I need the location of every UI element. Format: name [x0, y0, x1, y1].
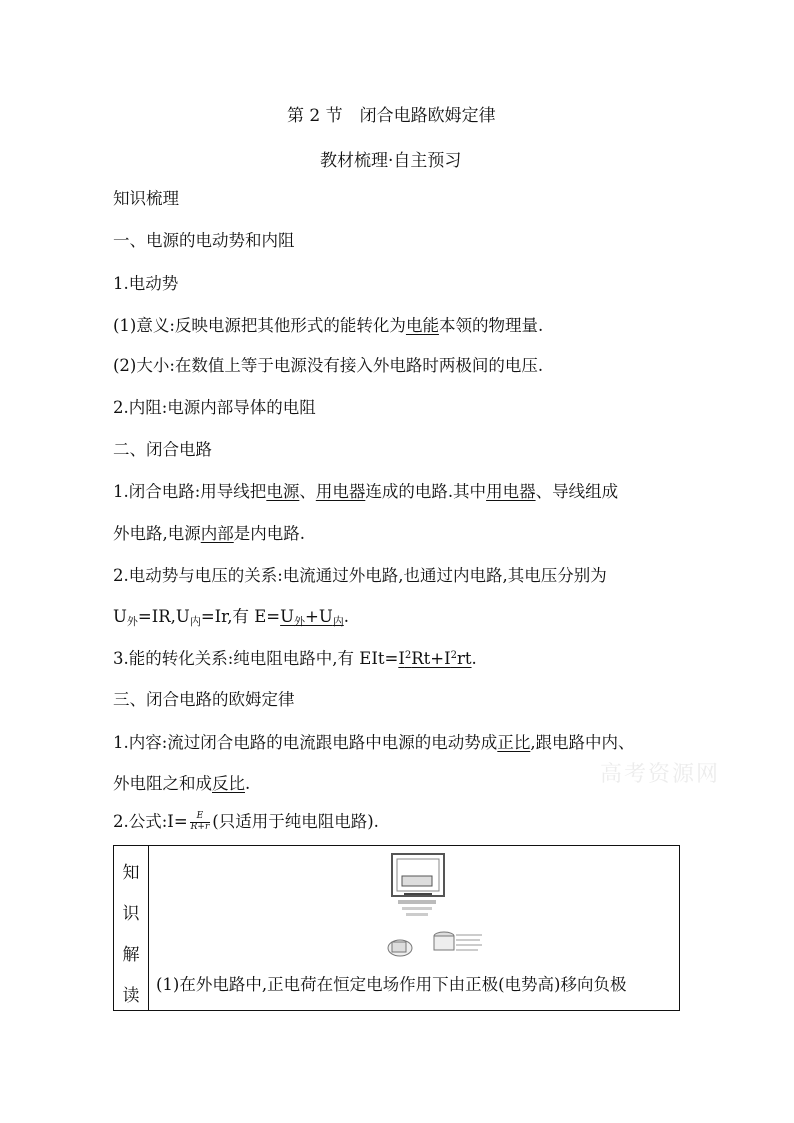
text: 外电路,电源: [113, 524, 201, 543]
item-emf: 1.电动势: [113, 274, 179, 293]
table-side-label: [114, 846, 149, 1010]
superscript: 2: [404, 650, 412, 661]
text: 外电阻之和成: [113, 774, 212, 793]
text: .: [471, 649, 477, 668]
emf-size: (2)大小:在数值上等于电源没有接入外电路时两极间的电压.: [113, 356, 544, 375]
emf-meaning-text: (1)意义:反映电源把其他形式的能转化为: [113, 316, 406, 335]
page-title: 第 2 节 闭合电路欧姆定律: [287, 106, 496, 126]
circuit-diagram: [342, 850, 492, 968]
section-label: 知识梳理: [113, 189, 179, 208]
text: 3.能的转化关系:纯电阻电路中,有 EIt=: [113, 649, 399, 668]
side-char: 解: [122, 945, 140, 965]
subscript: 内: [332, 615, 344, 628]
item-internal-resistance: 2.内阻:电源内部导体的电阻: [113, 398, 316, 417]
text: =IR,U: [137, 607, 190, 626]
denominator: R+r: [190, 821, 210, 832]
answer-appliance: 用电器: [315, 482, 366, 501]
answer-appliance-2: 用电器: [486, 482, 536, 501]
side-char: 读: [122, 986, 140, 1006]
heading-part1: 一、电源的电动势和内阻: [113, 231, 295, 250]
text: .: [245, 774, 251, 793]
watermark: 高考资源网: [600, 762, 721, 787]
answer-inverse: 反比: [212, 774, 245, 793]
text: .: [343, 607, 349, 626]
answer-voltage-sum: [280, 607, 344, 626]
text: 、导线组成: [535, 482, 619, 501]
emf-meaning: [113, 318, 543, 335]
text: Rt+I: [411, 649, 451, 668]
text: 、: [299, 482, 316, 501]
text: (只适用于纯电阻电路).: [212, 811, 379, 831]
heading-part3: 三、闭合电路的欧姆定律: [113, 690, 295, 709]
numerator: E: [190, 812, 211, 823]
side-char: 识: [122, 904, 140, 924]
answer-proportional: 正比: [497, 733, 531, 752]
subscript: 外: [294, 615, 306, 628]
text: 是内电路.: [233, 524, 305, 543]
closed-circuit-line2: [113, 526, 305, 543]
text: 2.公式:I=: [113, 811, 188, 831]
voltage-formula: [113, 609, 349, 627]
page-subtitle: 教材梳理·自主预习: [320, 151, 462, 171]
text: I: [398, 649, 405, 668]
symbol: U: [113, 607, 127, 626]
emf-voltage-relation: 2.电动势与电压的关系:电流通过外电路,也通过内电路,其电压分别为: [113, 566, 607, 585]
answer-power-source: 电源: [266, 482, 300, 501]
energy-relation: [113, 651, 477, 668]
ohm-formula: [113, 812, 379, 833]
closed-circuit-line1: [113, 484, 618, 501]
heading-part2: 二、闭合电路: [113, 440, 212, 459]
ohm-content-line2: [113, 776, 250, 793]
fraction: [190, 812, 211, 833]
knowledge-table: [113, 845, 680, 1011]
text: +U: [305, 607, 333, 626]
text: 1.闭合电路:用导线把: [113, 482, 267, 501]
emf-meaning-answer: 电能: [405, 316, 439, 335]
text: 1.内容:流过闭合电路的电流跟电路中电源的电动势成: [113, 733, 498, 752]
emf-meaning-tail: 本领的物理量.: [438, 316, 544, 335]
text: =Ir,有 E=: [200, 607, 281, 626]
superscript: 2: [450, 650, 457, 661]
ohm-content-line1: [113, 735, 635, 752]
text: rt: [457, 649, 472, 668]
subscript: 内: [189, 615, 201, 628]
answer-inside: 内部: [200, 524, 234, 543]
subscript: 外: [126, 615, 138, 628]
table-explanation: (1)在外电路中,正电荷在恒定电场作用下由正极(电势高)移向负极: [156, 975, 627, 994]
answer-energy: [398, 649, 471, 668]
side-char: 知: [122, 863, 140, 883]
text: 连成的电路.其中: [365, 482, 487, 501]
text: ,跟电路中内、: [530, 733, 635, 752]
symbol: U: [280, 607, 295, 626]
